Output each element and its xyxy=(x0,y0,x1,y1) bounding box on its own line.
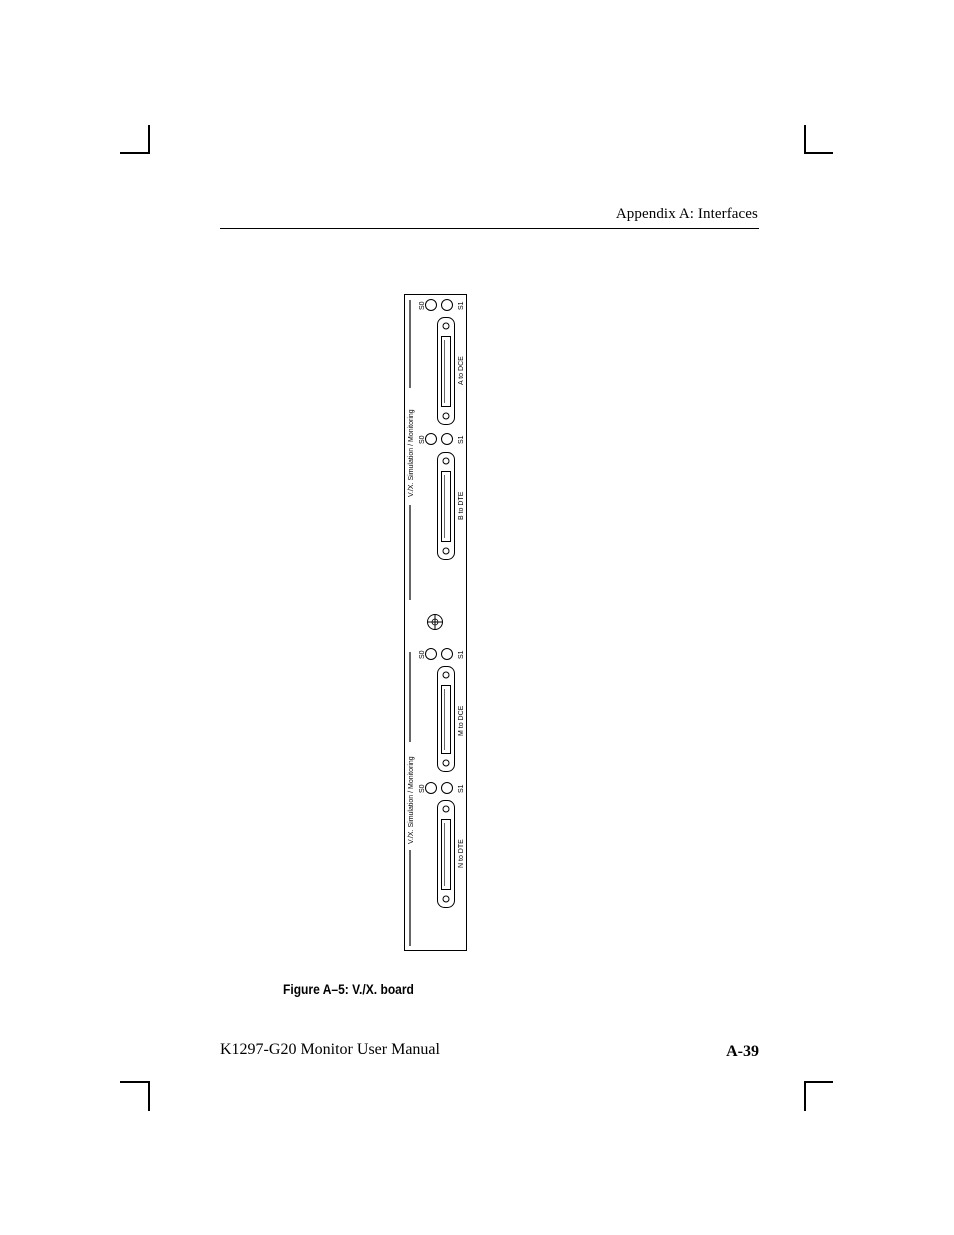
port-a-s1-led xyxy=(442,300,453,311)
port-b-s1-label: S1 xyxy=(458,435,465,444)
port-m-s0-led xyxy=(426,649,437,660)
group-label-lower: V./X. Simulation / Monitoring xyxy=(408,756,415,844)
footer-manual-title: K1297-G20 Monitor User Manual xyxy=(220,1041,440,1058)
port-n-connector-label: N to DTE xyxy=(458,839,465,868)
port-a-s0-label: S0 xyxy=(419,301,426,310)
port-a-connector-label: A to DCE xyxy=(458,356,465,385)
port-b-s1-led xyxy=(442,434,453,445)
port-n-connector-body xyxy=(442,820,451,890)
port-b-s0-label: S0 xyxy=(419,435,426,444)
port-n-s0-led xyxy=(426,783,437,794)
ground-screw-icon xyxy=(428,615,443,630)
port-m-s1-led xyxy=(442,649,453,660)
port-a-s1-label: S1 xyxy=(458,301,465,310)
port-n-s0-label: S0 xyxy=(419,784,426,793)
port-m-connector-label: M to DCE xyxy=(458,705,465,736)
port-a-connector-body xyxy=(442,337,451,407)
port-b-connector-body xyxy=(442,472,451,542)
port-a-s0-led xyxy=(426,300,437,311)
figure-caption: Figure A–5: V./X. board xyxy=(283,981,414,997)
port-m-connector-body xyxy=(442,686,451,754)
footer-page-number: A-39 xyxy=(726,1043,759,1060)
port-n-s1-label: S1 xyxy=(458,784,465,793)
port-b-connector-label: B to DTE xyxy=(458,491,465,520)
port-m-s1-label: S1 xyxy=(458,650,465,659)
group-label-upper: V./X. Simulation / Monitoring xyxy=(408,409,415,497)
port-n-s1-led xyxy=(442,783,453,794)
running-header: Appendix A: Interfaces xyxy=(615,206,758,222)
port-m-s0-label: S0 xyxy=(419,650,426,659)
port-b-s0-led xyxy=(426,434,437,445)
